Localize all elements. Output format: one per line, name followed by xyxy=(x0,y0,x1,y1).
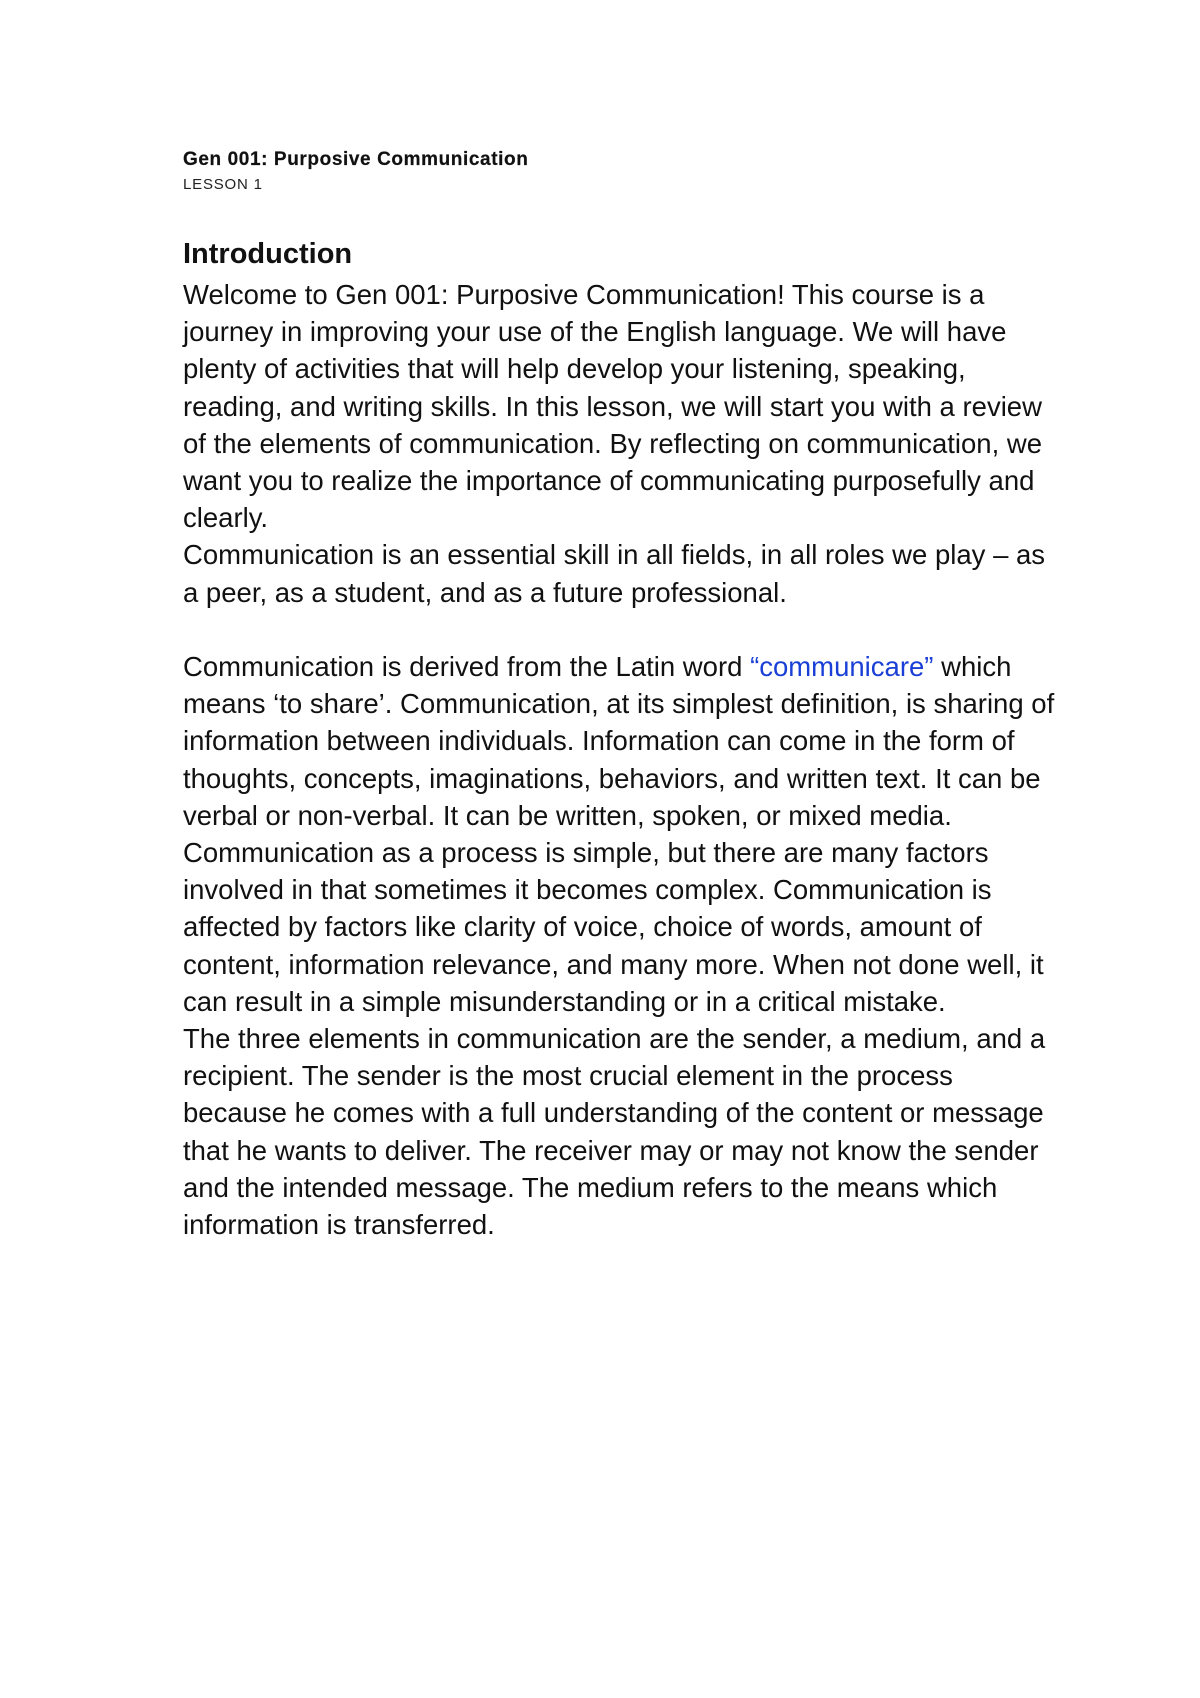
course-title: Gen 001: Purposive Communication xyxy=(183,149,529,170)
lesson-label: LESSON 1 xyxy=(183,176,263,193)
definition-lead-text: Communication is derived from the Latin word xyxy=(183,651,751,683)
paragraph-process: Communication as a process is simple, but there are many factors involved in that sometimes it becomes complex. Communication is affected by factors like clarity of voice, choice of words, amount of content, information relevance, and many more. When not done well, it can result in a simple misunderstanding or in a critical mistake. xyxy=(183,837,1044,1017)
latin-term: “communicare” xyxy=(750,651,934,683)
paragraph-intro: Welcome to Gen 001: Purposive Communication! This course is a journey in improving your use of the English language. We will have plenty of activities that will help develop your listening, speaking, reading, and writing skills. In this lesson, we will start you with a review of the elements of communication. By reflecting on communication, we want you to realize the importance of communicating purposefully and clearly. xyxy=(183,279,1043,534)
definition-body-text: which means ‘to share’. Communication, at its simplest definition, is sharing of information between individuals. Information can come in the form of thoughts, concepts, imaginations, behaviors, and written text. It can be verbal or non-verbal. It can be written, spoken, or mixed media. xyxy=(183,651,1055,831)
document-header xyxy=(183,148,1083,196)
document-body xyxy=(183,236,1063,1243)
paragraph-essential-skill: Communication is an essential skill in all fields, in all roles we play – as a peer, as a student, and as a future professional. xyxy=(183,539,1046,608)
paragraph-definition xyxy=(183,648,1063,834)
paragraph-elements: The three elements in communication are the sender, a medium, and a recipient. The sender is the most crucial element in the process because he comes with a full understanding of the content or message that he wants to deliver. The receiver may or may not know the sender and the intended message. The medium refers to the means which information is transferred. xyxy=(183,1023,1046,1241)
section-heading: Introduction xyxy=(183,238,353,270)
paragraph-spacer xyxy=(183,611,1063,648)
